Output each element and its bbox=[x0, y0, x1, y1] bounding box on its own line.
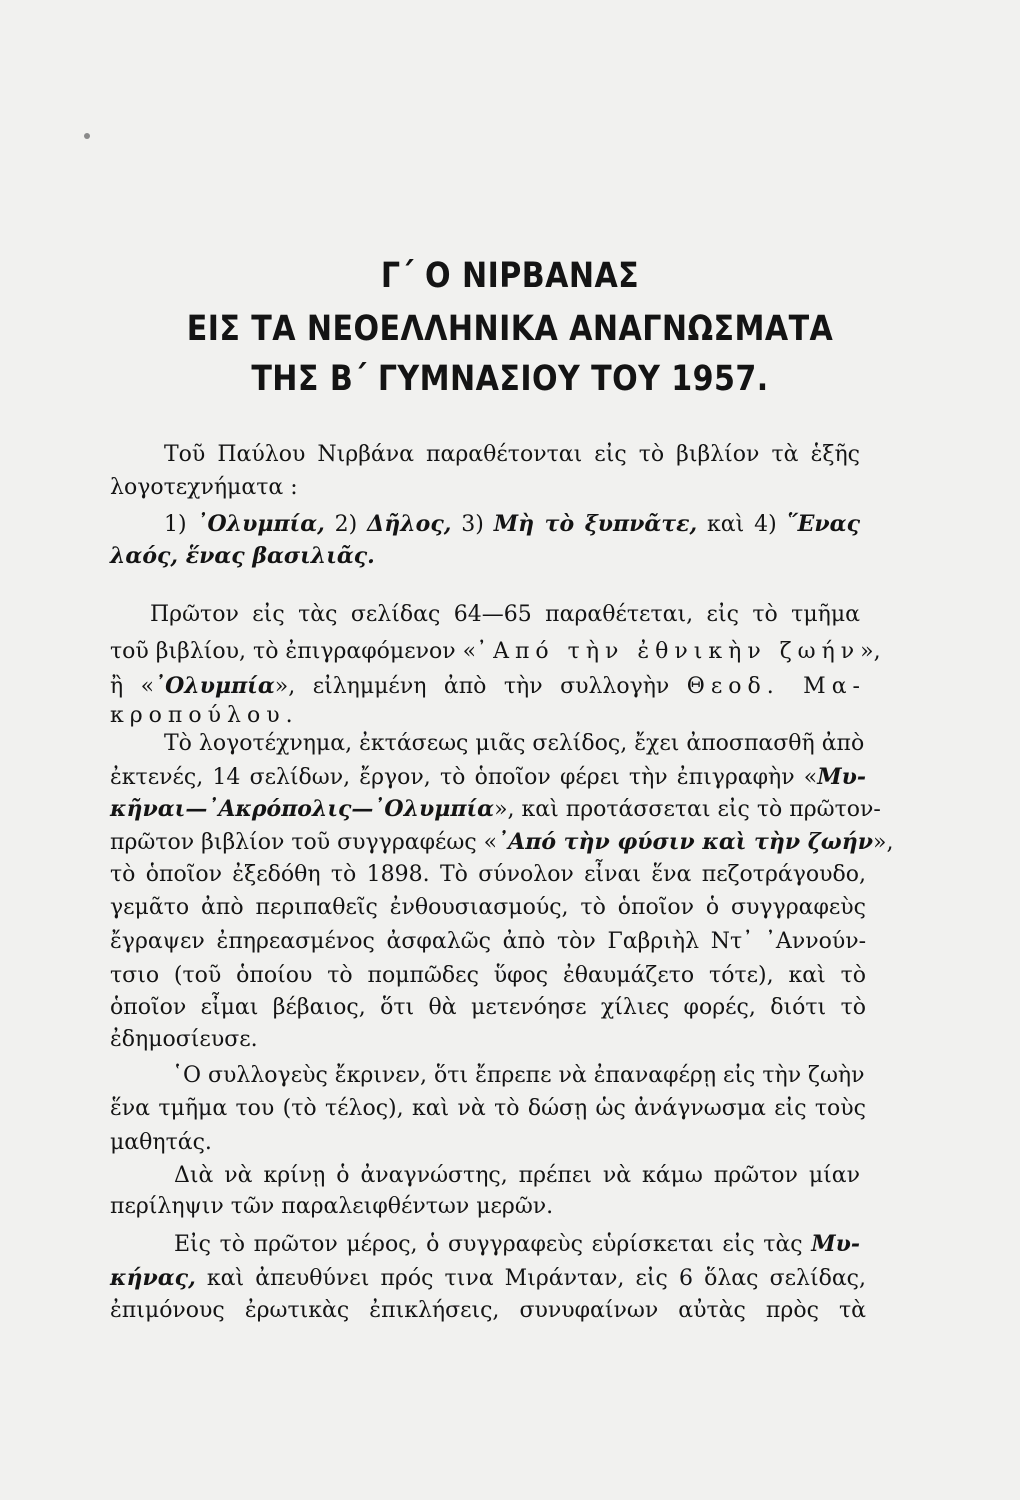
work-title: ᾽Ολυμπία, bbox=[196, 511, 325, 537]
text-span: 3) bbox=[451, 512, 494, 537]
text-line: ὁποῖον εἶμαι βέβαιος, ὅτι θὰ μετενόησε χίλιες φορές, διότι τὸ bbox=[110, 995, 866, 1020]
text-line: γεμᾶτο ἀπὸ περιπαθεῖς ἐνθουσιασμούς, τὸ ὁποῖον ὁ συγγραφεὺς bbox=[110, 895, 866, 920]
text-span: 2) bbox=[324, 512, 368, 537]
text-line: περίληψιν τῶν παραλειφθέντων μερῶν. bbox=[110, 1194, 554, 1219]
text-line: ῾Ο συλλογεὺς ἔκρινεν, ὅτι ἔπρεπε νὰ ἐπαναφέρῃ εἰς τὴν ζωὴν bbox=[172, 1063, 865, 1088]
text-span: », εἰλημμένη ἀπὸ τὴν συλλογὴν bbox=[274, 674, 687, 699]
work-title: Μὴ τὸ ξυπνᾶτε, bbox=[493, 511, 698, 537]
text-line: λογοτεχνήματα : bbox=[110, 475, 298, 500]
text-line bbox=[174, 1230, 860, 1259]
text-line bbox=[110, 763, 866, 792]
text-line: ἕνα τμῆμα του (τὸ τέλος), καὶ νὰ τὸ δώσῃ ὡς ἀνάγνωσμα εἰς τοὺς bbox=[110, 1096, 866, 1121]
text-span: ἐκτενές, 14 σελίδων, ἔργον, τὸ ὁποῖον φέρει τὴν ἐπιγραφὴν « bbox=[110, 765, 818, 790]
heading-line-2: ΕΙΣ ΤΑ ΝΕΟΕΛΛΗΝΙΚΑ ΑΝΑΓΝΩΣΜΑΤΑ bbox=[186, 309, 834, 349]
work-title: κῆναι—᾽Ακρόπολις—᾽Ολυμπία bbox=[110, 796, 495, 822]
spaced-name: Θεοδ. Μα- bbox=[686, 674, 866, 699]
heading-line-1: Γ΄ Ο ΝΙΡΒΑΝΑΣ bbox=[380, 256, 640, 296]
text-line bbox=[110, 672, 866, 701]
work-title: Μυ- bbox=[817, 764, 866, 790]
spaced-title: ᾽Από τὴν ἐθνικὴν ζωήν bbox=[476, 639, 861, 664]
text-span: », bbox=[860, 639, 881, 664]
text-line: ἐπιμόνους ἐρωτικὰς ἐπικλήσεις, συνυφαίνων αὐτὰς πρὸς τὰ bbox=[110, 1298, 866, 1323]
text-span: τοῦ βιβλίου, τὸ ἐπιγραφόμενον « bbox=[110, 639, 477, 664]
text-line: Διὰ νὰ κρίνῃ ὁ ἀναγνώστης, πρέπει νὰ κάμω πρῶτον μίαν bbox=[174, 1163, 860, 1188]
text-line: Τοῦ Παύλου Νιρβάνα παραθέτονται εἰς τὸ βιβλίον τὰ ἑξῆς bbox=[164, 442, 860, 467]
work-title: ῞Ενας bbox=[786, 511, 860, 537]
text-span: », bbox=[873, 830, 894, 855]
text-line bbox=[110, 795, 881, 824]
text-line: Τὸ λογοτέχνημα, ἐκτάσεως μιᾶς σελίδος, ἔχει ἀποσπασθῆ ἀπὸ bbox=[164, 731, 865, 756]
text-line bbox=[110, 1264, 866, 1293]
text-line bbox=[110, 638, 881, 666]
work-title: Μυ- bbox=[811, 1231, 860, 1257]
text-line bbox=[164, 510, 860, 539]
text-line: Πρῶτον εἰς τὰς σελίδας 64—65 παραθέτεται, εἰς τὸ τμῆμα bbox=[150, 602, 860, 627]
text-span: Εἰς τὸ πρῶτον μέρος, ὁ συγγραφεὺς εὑρίσκεται εἰς τὰς bbox=[174, 1232, 812, 1257]
heading-line-3: ΤΗΣ Β΄ ΓΥΜΝΑΣΙΟΥ ΤΟΥ 1957. bbox=[251, 359, 769, 399]
text-span: 1) bbox=[164, 512, 197, 537]
text-span: πρῶτον βιβλίον τοῦ συγγραφέως « bbox=[110, 830, 498, 855]
text-line: ἐδημοσίευσε. bbox=[110, 1027, 258, 1052]
text-line: ἔγραψεν ἐπηρεασμένος ἀσφαλῶς ἀπὸ τὸν Γαβριὴλ Ντ᾽ ᾽Αννούν- bbox=[110, 929, 866, 954]
work-title: Δῆλος, bbox=[367, 511, 452, 537]
text-span: καὶ 4) bbox=[697, 512, 787, 537]
text-span: », καὶ προτάσσεται εἰς τὸ πρῶτον- bbox=[494, 797, 881, 822]
work-title: ᾽Από τὴν φύσιν καὶ τὴν ζωήν bbox=[497, 829, 874, 855]
text-span: καὶ ἀπευθύνει πρός τινα Μιράνταν, εἰς 6 ὅλας σελίδας, bbox=[195, 1266, 866, 1291]
spaced-name: κροπούλου. bbox=[110, 703, 299, 728]
text-line: τσιο (τοῦ ὁποίου τὸ πομπῶδες ὕφος ἐθαυμάζετο τότε), καὶ τὸ bbox=[110, 963, 866, 988]
text-line bbox=[110, 828, 894, 857]
work-title: κήνας, bbox=[110, 1265, 196, 1291]
work-title-line: λαός, ἕνας βασιλιᾶς. bbox=[110, 543, 375, 569]
ink-speck bbox=[84, 133, 90, 139]
text-line: μαθητάς. bbox=[110, 1130, 212, 1155]
text-span: ἢ « bbox=[110, 674, 155, 699]
work-title: ᾽Ολυμπία bbox=[154, 673, 275, 699]
text-line: τὸ ὁποῖον ἐξεδόθη τὸ 1898. Τὸ σύνολον εἶναι ἕνα πεζοτράγουδο, bbox=[110, 862, 866, 887]
